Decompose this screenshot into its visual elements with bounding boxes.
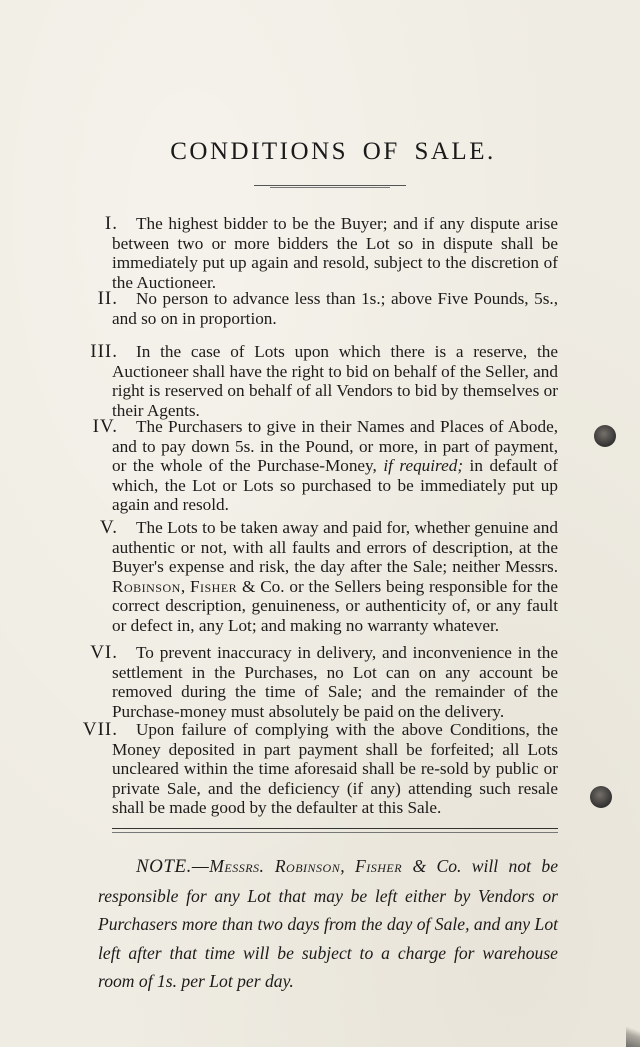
clause-7-text: Upon failure of complying with the above Conditions, the Money deposited in part payment shall be forfeited; all Lots uncleared within the time aforesaid shall be re-sold by public or private Sale, and the deficiency (if any) attending such resale shall be made good by the defaulter at this Sale. bbox=[112, 720, 558, 818]
note-lead: NOTE.— bbox=[136, 856, 210, 877]
clause-5-text-mid: & Co. or the Sellers being responsible for the correct description, genuineness, or authenticity of, or any fault or defect in, any Lot; and making no warranty whatever. bbox=[112, 576, 559, 635]
clause-6-text: To prevent inaccuracy in delivery, and inconvenience in the settlement in the Purchases, no Lot can on any account be removed during the time of Sale; and the remainder of the Purchase-money must absolutely be paid on the delivery. bbox=[112, 643, 558, 721]
clause-4-text-before: The Purchasers to give in their Names and Places of Abode, and to pay down 5s. in the Pound, or more, in part of payment, or the whole of the Purchase-Money, bbox=[112, 417, 558, 476]
firm-separator: , bbox=[180, 576, 190, 596]
clause-4-italic: if required; bbox=[383, 456, 464, 476]
clause-number: VII. bbox=[82, 719, 118, 740]
clause-number: III. bbox=[90, 341, 118, 362]
section-divider-inner bbox=[112, 832, 558, 833]
note-messrs: Messrs. bbox=[209, 856, 265, 876]
clause-5-text-before: The Lots to be taken away and paid for, whether genuine and authentic or not, with all faults and errors of description, at the Buyer's expense and risk, the day after the Sale; neither Messrs. bbox=[112, 518, 558, 577]
clause-text bbox=[112, 417, 558, 515]
clause-2-text: No person to advance less than 1s.; above Five Pounds, 5s., and so on in proportion. bbox=[112, 289, 558, 328]
clause-text bbox=[112, 643, 558, 721]
clause-number: V. bbox=[99, 517, 118, 538]
title-underline-inner bbox=[270, 187, 390, 188]
note-firm-fisher: Fisher bbox=[355, 856, 403, 876]
clause-number: VI. bbox=[90, 642, 118, 663]
clause-number: IV. bbox=[92, 416, 118, 437]
note-co: & Co. bbox=[412, 856, 462, 876]
clause-text bbox=[112, 518, 558, 636]
page-corner bbox=[626, 1017, 640, 1047]
section-divider bbox=[112, 828, 558, 829]
clause-text bbox=[112, 289, 558, 328]
clause-4-text-after: in default of which, the Lot or Lots so purchased to be immediately put up again and resold. bbox=[112, 456, 558, 515]
note-paragraph: NOTE.—Messrs. Robinson, Fisher & Co. will not be responsible for any Lot that may be left either by Vendors or Purchasers more than two days from the day of Sale, and any Lot left after that time will be subject to a charge for warehouse room of 1s. per Lot per day. bbox=[98, 856, 559, 992]
firm-name-fisher: Fisher bbox=[189, 576, 238, 596]
title-underline bbox=[254, 185, 406, 186]
clause-3-text: In the case of Lots upon which there is a reserve, the Auctioneer shall have the right to bid on behalf of the Seller, and right is reserved on behalf of all Vendors to bid by themselves or their Agents. bbox=[112, 342, 558, 420]
clause-text bbox=[112, 720, 558, 818]
page-title: CONDITIONS OF SALE. bbox=[170, 138, 496, 165]
clause-1-text: The highest bidder to be the Buyer; and if any dispute arise between two or more bidders the Lot so in dispute shall be immediately put up again and resold, subject to the discretion of the Auctioneer. bbox=[112, 214, 558, 292]
clause-number: II. bbox=[97, 288, 118, 309]
clause-text bbox=[112, 214, 558, 292]
binding-hole bbox=[590, 786, 612, 808]
note-text: will not be responsible for any Lot that may be left either by Vendors or Purchasers more than two days from the day of Sale, and any Lot left after that time will be subject to a charge for warehouse room of 1s. per Lot per day. bbox=[98, 856, 559, 992]
firm-name-robinson: Robinson bbox=[112, 576, 181, 596]
note-firm-robinson: Robinson bbox=[274, 856, 341, 876]
clause-number: I. bbox=[104, 213, 118, 234]
binding-hole bbox=[594, 425, 616, 447]
clause-text bbox=[112, 342, 558, 420]
